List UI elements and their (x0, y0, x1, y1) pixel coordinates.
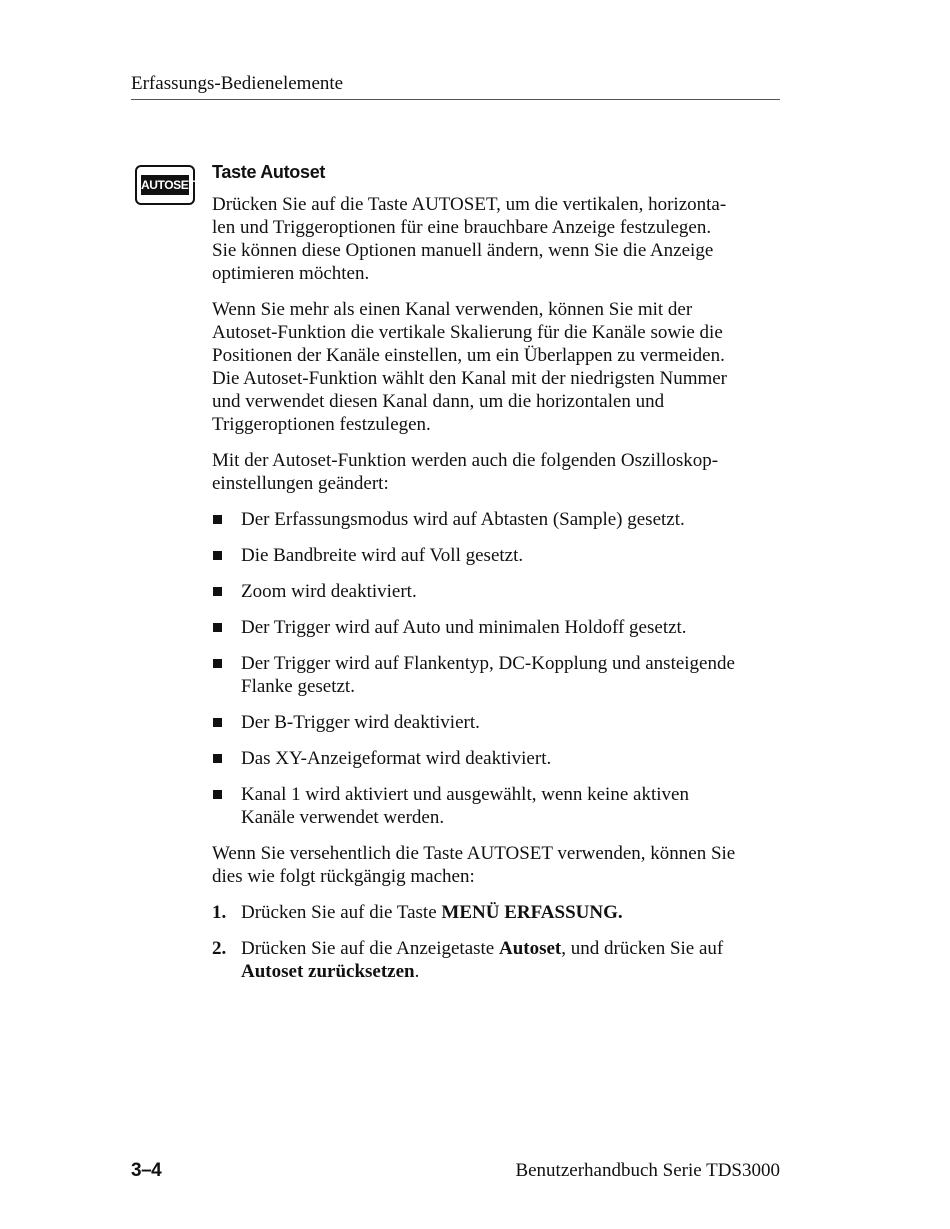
list-item-text: Der Erfassungsmodus wird auf Abtasten (Sample) gesetzt. (241, 509, 685, 530)
list-item-text: Der Trigger wird auf Auto und minimalen Holdoff gesetzt. (241, 617, 687, 638)
square-bullet-icon (213, 587, 222, 596)
step-text: Drücken Sie auf die Anzeigetaste (241, 938, 499, 959)
list-item (212, 616, 772, 639)
list-item-text: Das XY-Anzeigeformat wird deaktiviert. (241, 748, 552, 769)
step-item (212, 901, 772, 924)
step-emphasis: MENÜ ERFASSUNG. (441, 902, 623, 923)
list-item-text: Der Trigger wird auf Flankentyp, DC-Kopplung und ansteigende Flanke gesetzt. (241, 653, 735, 697)
manual-title: Benutzerhandbuch Serie TDS3000 (515, 1160, 780, 1181)
list-item (212, 747, 772, 770)
square-bullet-icon (213, 515, 222, 524)
section-title: Taste Autoset (212, 162, 326, 182)
list-item (212, 508, 772, 531)
autoset-key-icon (135, 165, 195, 205)
autoset-key-label: AUTOSET (141, 175, 189, 195)
list-item (212, 580, 772, 603)
square-bullet-icon (213, 659, 222, 668)
paragraph: Mit der Autoset-Funktion werden auch die folgenden Oszilloskop- einstellungen geändert: (212, 450, 719, 494)
square-bullet-icon (213, 718, 222, 727)
square-bullet-icon (213, 754, 222, 763)
step-text: , und drücken Sie auf (561, 938, 724, 959)
list-item-text: Der B-Trigger wird deaktiviert. (241, 712, 480, 733)
list-item (212, 783, 772, 829)
paragraph: Drücken Sie auf die Taste AUTOSET, um die vertikalen, horizonta- len und Triggeroptionen für eine brauchbare Anzeige festzulegen. Sie können diese Optionen manuell ändern, wenn Sie die Anzeige optimieren möchten. (212, 194, 727, 284)
list-item-text: Die Bandbreite wird auf Voll gesetzt. (241, 545, 524, 566)
list-item (212, 711, 772, 734)
undo-steps (212, 901, 772, 983)
step-item (212, 937, 772, 983)
square-bullet-icon (213, 551, 222, 560)
step-number: 2. (212, 938, 227, 959)
square-bullet-icon (213, 623, 222, 632)
paragraph: Wenn Sie mehr als einen Kanal verwenden, können Sie mit der Autoset-Funktion die vertikale Skalierung für die Kanäle sowie die Positionen der Kanäle einstellen, um ein Überlappen zu vermeiden. Die Autoset-Funktion wählt den Kanal mit der niedrigsten Nummer und verwendet diesen Kanal dann, um die horizontalen und Triggeroptionen festzulegen. (212, 299, 728, 435)
step-text: Drücken Sie auf die Taste (241, 902, 442, 923)
page-number: 3–4 (131, 1160, 162, 1181)
main-content (212, 160, 772, 996)
list-item (212, 652, 772, 698)
settings-list (212, 508, 772, 829)
header-divider (131, 99, 780, 100)
paragraphs (212, 193, 772, 495)
step-text: . (414, 961, 420, 982)
undo-intro: Wenn Sie versehentlich die Taste AUTOSET verwenden, können Sie dies wie folgt rückgängig machen: (212, 843, 736, 887)
step-emphasis: Autoset zurücksetzen (241, 961, 415, 982)
step-emphasis: Autoset (498, 938, 562, 959)
step-number: 1. (212, 902, 227, 923)
list-item (212, 544, 772, 567)
running-header: Erfassungs-Bedienelemente (131, 73, 344, 94)
list-item-text: Zoom wird deaktiviert. (241, 581, 417, 602)
list-item-text: Kanal 1 wird aktiviert und ausgewählt, wenn keine aktiven Kanäle verwendet werden. (241, 784, 689, 828)
square-bullet-icon (213, 790, 222, 799)
